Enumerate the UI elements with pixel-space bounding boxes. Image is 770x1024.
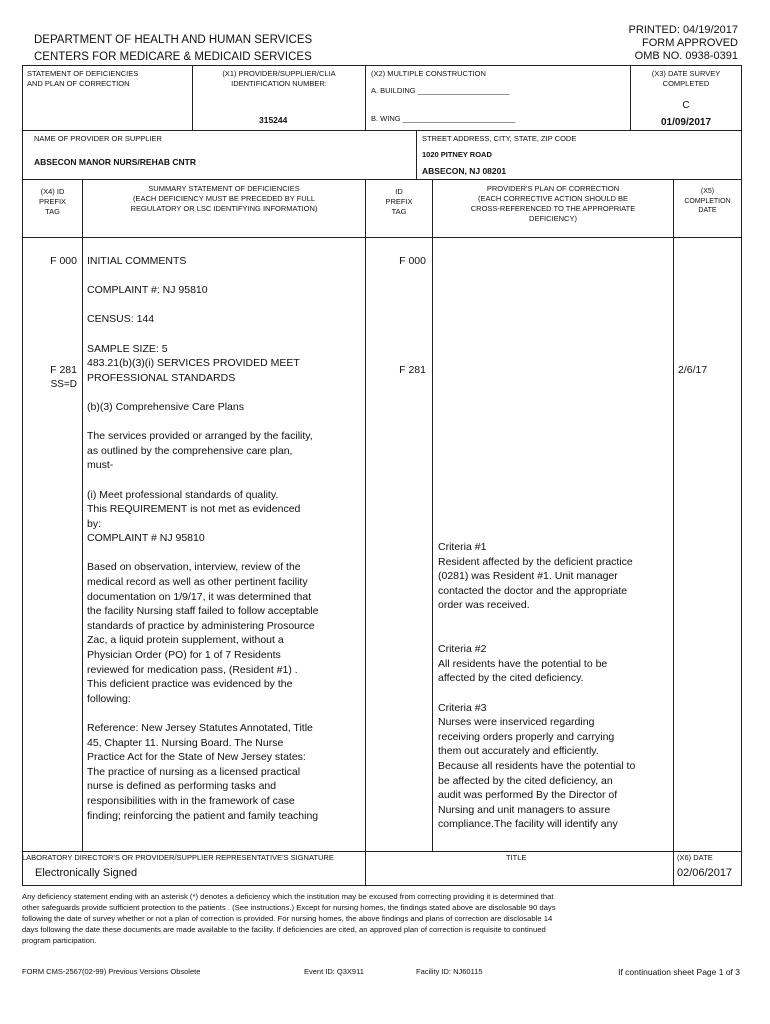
provider-number: 315244: [259, 115, 288, 125]
provider-label: NAME OF PROVIDER OR SUPPLIER: [34, 134, 162, 143]
address-line-1: 1020 PITNEY ROAD: [422, 150, 492, 159]
building-label: A. BUILDING ______________________: [371, 86, 510, 95]
omb-number: OMB NO. 0938-0391: [634, 50, 738, 62]
survey-code: C: [682, 100, 690, 111]
prefix-tag-f281: F 281: [50, 364, 77, 376]
wing-label: B. WING ___________________________: [371, 114, 516, 123]
form-approved: FORM APPROVED: [642, 37, 738, 49]
prefix-tag-f000: F 000: [50, 255, 77, 267]
rule-provider: [22, 130, 742, 131]
disclaimer-text: Any deficiency statement ending with an asterisk (*) denotes a deficiency which the institution may be excused from correcting providing it is determined that other safeguards provide sufficient protection to the patients . (See instructions.) Except for nursing homes, the findings stated above are disclosable 90 days following the date of survey whether or not a plan of correction is provided. For nursing homes, the above findings and plans of correction are disclosable 14 days following the date these documents are made available to the facility. If deficiencies are cited, an approved plan of correction is requisite to continued program participation.: [22, 892, 556, 945]
id-tag-f281: F 281: [399, 364, 426, 376]
rule-col-summary: [365, 179, 366, 851]
x3-label: (X3) DATE SURVEY COMPLETED: [651, 69, 721, 88]
x1-label: (X1) PROVIDER/SUPPLIER/CLIA IDENTIFICATION NUMBER:: [222, 69, 336, 88]
signature-value: Electronically Signed: [35, 867, 138, 879]
rule-col-x4: [82, 179, 83, 851]
rule-columns: [22, 179, 742, 180]
summary-statement-text: INITIAL COMMENTS COMPLAINT #: NJ 95810 CENSUS: 144 SAMPLE SIZE: 5 483.21(b)(3)(i) SERVICES PROVIDED MEET PROFESSIONAL STANDARDS (b)(3) Comprehensive Care Plans The services provided or arranged by the facility, as outlined by the comprehensive care plan, must- (i) Meet professional standards of quality. This REQUIREMENT is not met as evidenced by: COMPLAINT # NJ 95810 Based on observation, interview, review of the medical record as well as other pertinent facility documentation on 1/9/17, it was determined that the facility Nursing staff failed to follow acceptable standards of practice by administering Prosource Zac, a liquid protein supplement, without a Physician Order (PO) for 1 of 7 Residents reviewed for medication pass, (Resident #1) . This deficient practice was evidenced by the following: Reference: New Jersey Statutes Annotated, Title 45, Chapter 11. Nursing Board. The Nurse Practice Act for the State of New Jersey states: The practice of nursing as a licensed practical nurse is defined as performing tasks and responsibilities with in the framework of case finding; reinforcing the patient and family teaching: [87, 255, 319, 822]
rule-x2: [365, 65, 366, 130]
rule-sig-title: [365, 851, 366, 885]
statement-label: STATEMENT OF DEFICIENCIES AND PLAN OF CORRECTION: [27, 69, 139, 88]
col-plan-header: PROVIDER'S PLAN OF CORRECTION (EACH CORRECTIVE ACTION SHOULD BE CROSS-REFERENCED TO THE APPROPRIATE DEFICIENCY): [470, 184, 636, 223]
completion-date: 2/6/17: [678, 364, 708, 376]
col-x4-header: (X4) ID PREFIX TAG: [38, 187, 67, 216]
rule-top: [22, 65, 742, 66]
col-x5-header: (X5) COMPLETION DATE: [684, 188, 731, 214]
rule-signature: [22, 851, 742, 852]
agency-line-1: DEPARTMENT OF HEALTH AND HUMAN SERVICES: [34, 34, 313, 46]
rule-footer: [22, 885, 742, 886]
id-tag-f000: F 000: [399, 255, 426, 267]
continuation-page: If continuation sheet Page 1 of 3: [618, 967, 740, 977]
address-label: STREET ADDRESS, CITY, STATE, ZIP CODE: [422, 134, 577, 143]
rule-sig-date: [673, 851, 674, 885]
survey-date: 01/09/2017: [660, 117, 712, 128]
rule-body: [22, 237, 742, 238]
plan-of-correction-text: Criteria #1 Resident affected by the deficient practice (0281) was Resident #1. Unit manager contacted the doctor and the appropriate order was received. Criteria #2 All residents have the potential to be affected by the cited deficiency. Criteria #3 Nurses were inserviced regarding receiving orders properly and carrying them out accurately and efficiently. Because all residents have the potential to be affected by the cited deficiency, an audit was performed By the Director of Nursing and unit managers to assure compliance.The facility will identify any: [438, 541, 636, 831]
event-id: Event ID: Q3X911: [304, 967, 364, 976]
agency-line-2: CENTERS FOR MEDICARE & MEDICAID SERVICES: [34, 51, 312, 63]
address-line-2: ABSECON, NJ 08201: [422, 166, 507, 176]
signature-label: LABORATORY DIRECTOR'S OR PROVIDER/SUPPLIER REPRESENTATIVE'S SIGNATURE: [22, 853, 334, 862]
scope-severity: SS=D: [50, 379, 77, 390]
provider-name: ABSECON MANOR NURS/REHAB CNTR: [34, 157, 196, 167]
col-summary-header: SUMMARY STATEMENT OF DEFICIENCIES (EACH DEFICIENCY MUST BE PRECEDED BY FULL REGULATORY OR LSC IDENTIFYING INFORMATION): [130, 184, 318, 213]
form-number: FORM CMS-2567(02-99) Previous Versions Obsolete: [22, 967, 201, 976]
date-label: (X6) DATE: [677, 853, 713, 862]
rule-col-id: [432, 179, 433, 851]
rule-right: [741, 65, 742, 885]
x2-label: (X2) MULTIPLE CONSTRUCTION: [371, 69, 486, 78]
rule-col-plan: [673, 179, 674, 851]
facility-id: Facility ID: NJ60115: [416, 967, 483, 976]
rule-address: [416, 130, 417, 179]
signature-date: 02/06/2017: [677, 867, 733, 879]
title-label: TITLE: [506, 853, 527, 862]
printed-date: PRINTED: 04/19/2017: [628, 24, 738, 36]
col-id-header: ID PREFIX TAG: [385, 187, 413, 216]
